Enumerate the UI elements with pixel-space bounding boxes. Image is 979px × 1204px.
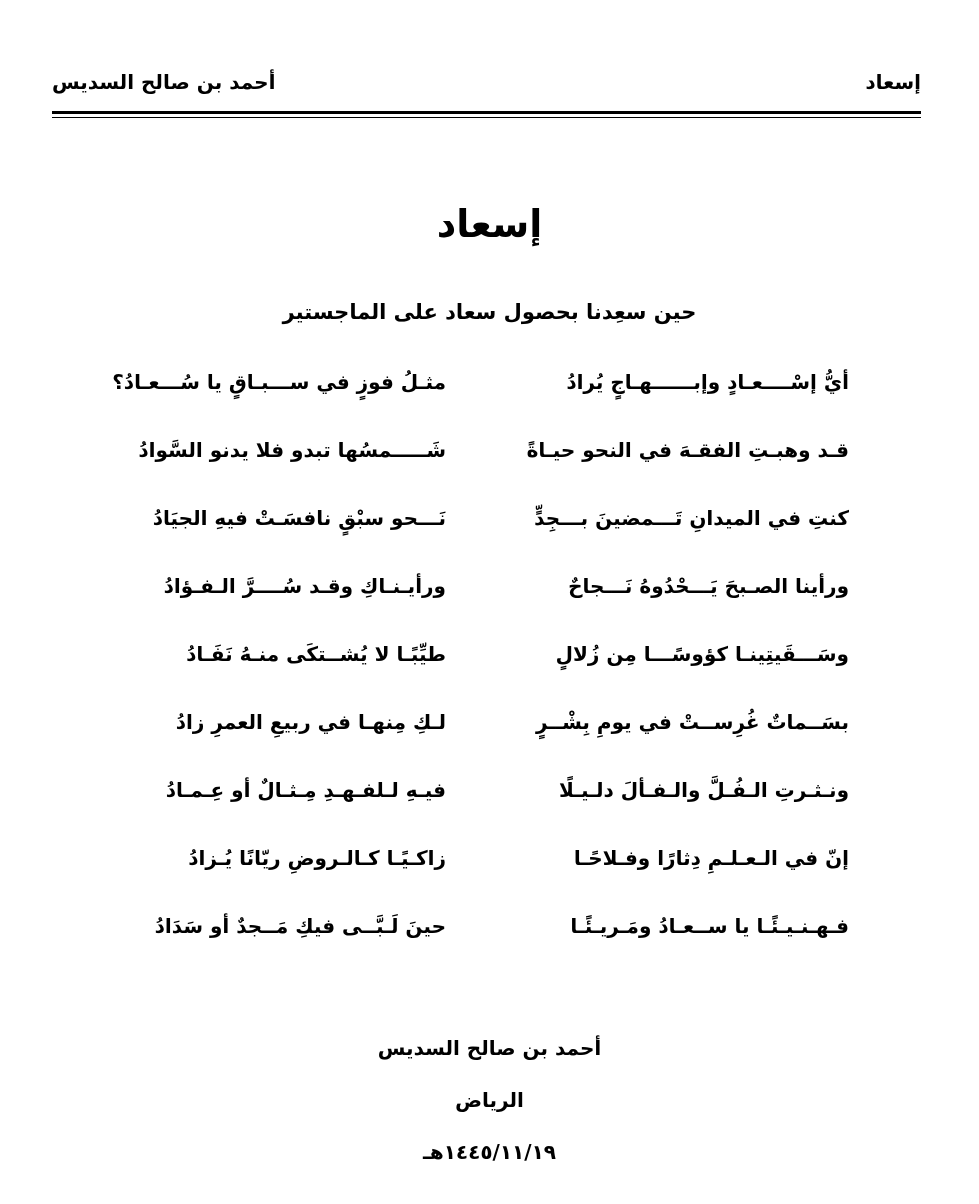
poem-title: إسعاد xyxy=(436,202,543,246)
verse-second-hemistich: شَـــــمسُها تبدو فلا يدنو السَّوادُ xyxy=(138,438,446,462)
verse-first-hemistich: بسَــماتٌ غُرِســتْ في يومِ بِشْــرٍ xyxy=(535,710,849,734)
header-rule-thin xyxy=(52,117,921,118)
verse xyxy=(0,838,979,906)
header-right-text: إسعاد xyxy=(865,70,921,94)
verse xyxy=(0,702,979,770)
verse-first-hemistich: كنتِ في الميدانِ تَـــمضينَ بـــجِدٍّ xyxy=(534,506,849,530)
verse-second-hemistich: حينَ لَـبَّــى فيكِ مَــجدٌ أو سَدَادُ xyxy=(154,914,446,938)
verse-first-hemistich: أيُّ إسْــــعـادٍ وإبــــــهـاجٍ يُرادُ xyxy=(566,370,849,394)
verse-first-hemistich: فـهـنـيـئًـا يا ســعـادُ ومَـريـئًـا xyxy=(570,914,849,938)
verse-second-hemistich: مثـلُ فوزٍ في ســـبـاقٍ يا سُـــعـادُ؟ xyxy=(112,370,446,394)
verse-second-hemistich: لـكِ مِنهـا في ربيعِ العمرِ زادُ xyxy=(175,710,446,734)
signature-date: ١٤٤٥/١١/١٩هـ xyxy=(423,1140,556,1164)
verse xyxy=(0,362,979,430)
verse xyxy=(0,906,979,974)
poem-verses xyxy=(0,362,979,974)
verse xyxy=(0,430,979,498)
verse-second-hemistich: ورأيـنـاكِ وقـد سُــــرَّ الـفـؤادُ xyxy=(163,574,446,598)
verse xyxy=(0,634,979,702)
verse xyxy=(0,770,979,838)
poem-subtitle: حين سعِدنا بحصول سعاد على الماجستير xyxy=(282,300,697,324)
page-header xyxy=(52,62,921,102)
verse xyxy=(0,498,979,566)
header-left-text: أحمد بن صالح السديس xyxy=(52,70,276,94)
verse-first-hemistich: إنّ في الـعـلـمِ دِثارًا وفـلاحًـا xyxy=(573,846,849,870)
verse-second-hemistich: نَـــحو سبْقٍ نافسَـتْ فيهِ الجيَادُ xyxy=(152,506,446,530)
verse-first-hemistich: وسَـــقَيتِينـا كؤوسًـــا مِن زُلالٍ xyxy=(555,642,849,666)
signature-block xyxy=(0,1028,979,1184)
verse-second-hemistich: طيِّبًـا لا يُشــتكَى منـهُ نَفَـادُ xyxy=(186,642,446,666)
verse xyxy=(0,566,979,634)
header-rule-thick xyxy=(52,111,921,114)
signature-name: أحمد بن صالح السديس xyxy=(377,1036,602,1060)
verse-second-hemistich: فيـهِ لـلفـهـدِ مِـثـالٌ أو عِـمـادُ xyxy=(165,778,446,802)
signature-place: الرياض xyxy=(455,1088,524,1112)
verse-second-hemistich: زاكـيًـا كـالـروضِ ريّانًا يُـزادُ xyxy=(188,846,446,870)
verse-first-hemistich: ونـثـرتِ الـفُـلَّ والـفـألَ دلـيـلًا xyxy=(558,778,849,802)
verse-first-hemistich: ورأينا الصـبحَ يَـــحْدُوهُ نَـــجاحٌ xyxy=(568,574,849,598)
verse-first-hemistich: قـد وهبـتِ الفقـهَ في النحو حيـاةً xyxy=(526,438,849,462)
